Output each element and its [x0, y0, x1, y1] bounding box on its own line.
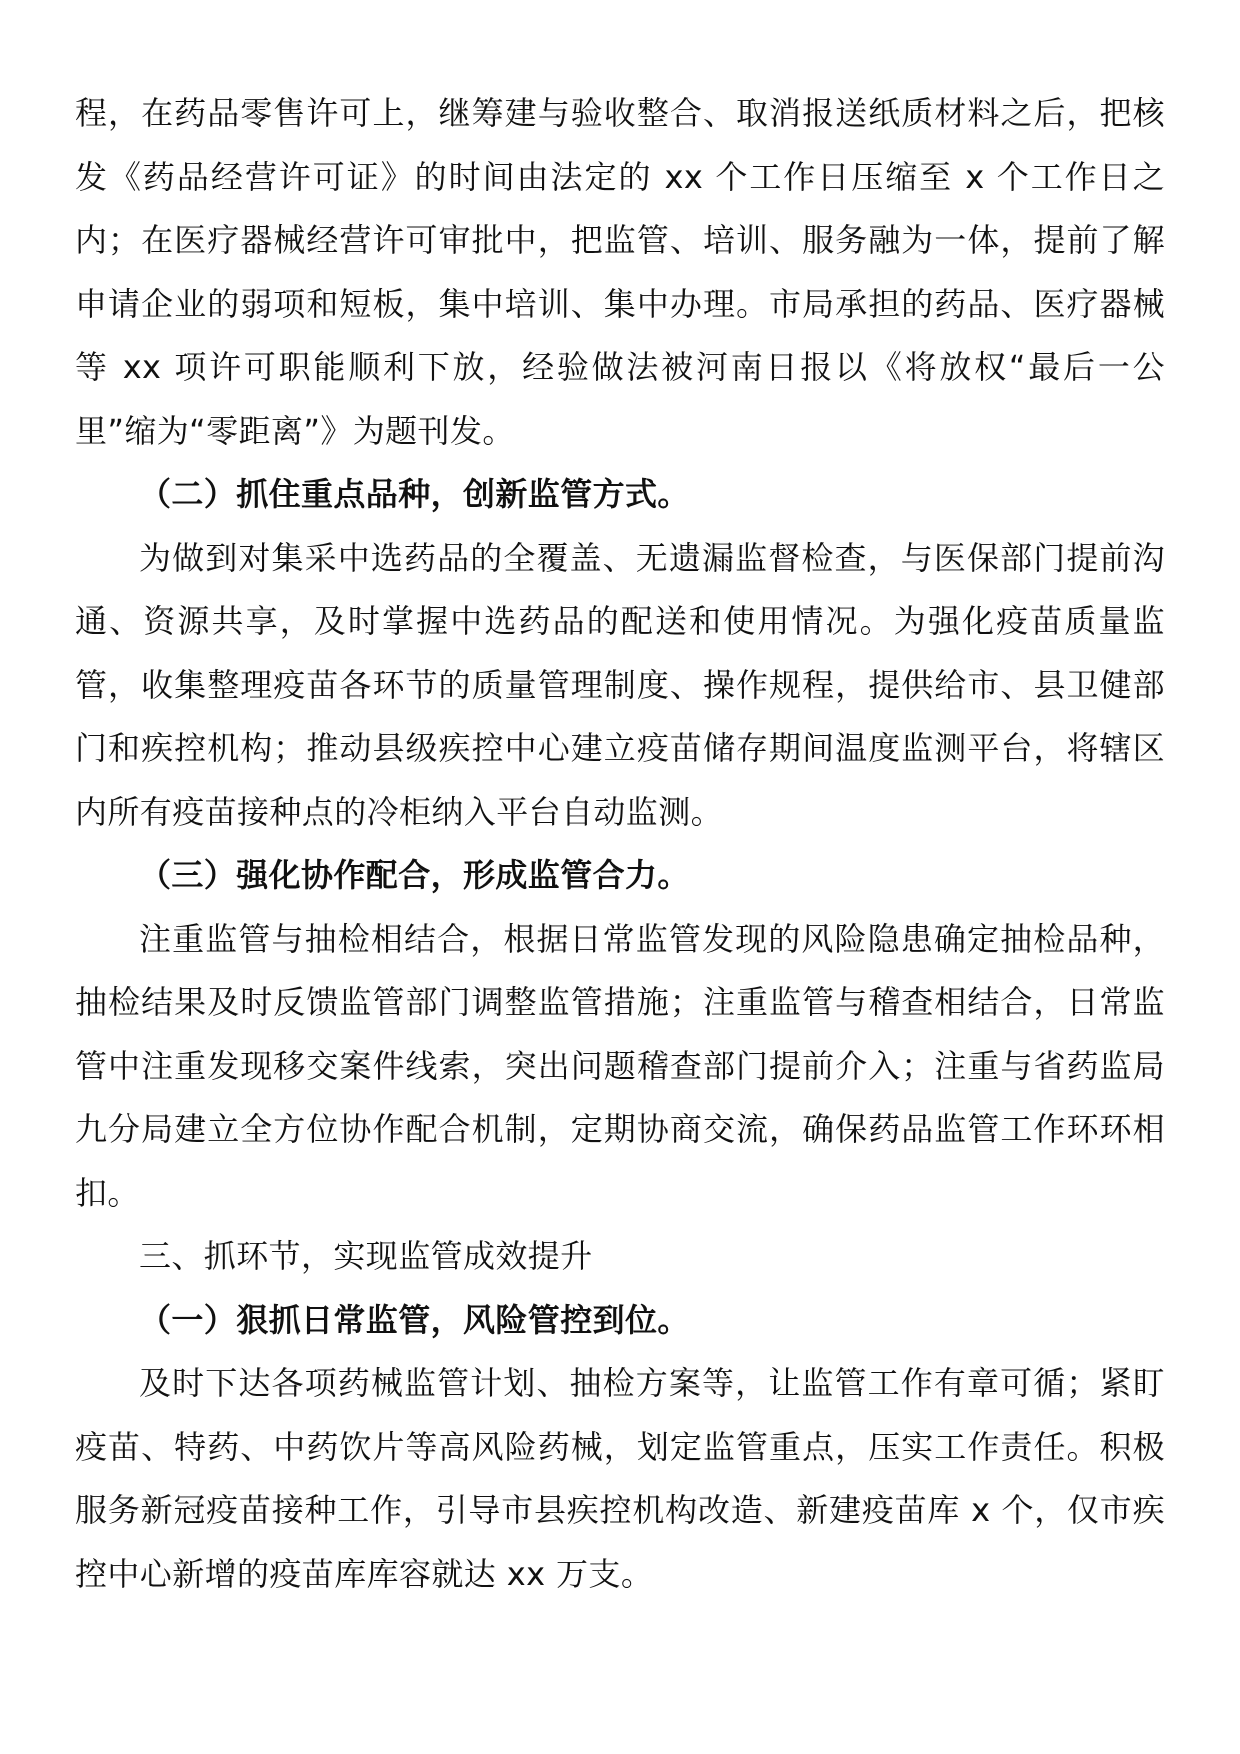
paragraph-vaccine-supervision: 为做到对集采中选药品的全覆盖、无遗漏监督检查，与医保部门提前沟通、资源共享，及时掌握中选药品的配送和使用情况。为强化疫苗质量监管，收集整理疫苗各环节的质量管理制度、操作规程，提供给市、县卫健部门和疾控机构；推动县级疾控中心建立疫苗储存期间温度监测平台，将辖区内所有疫苗接种点的冷柜纳入平台自动监测。 [75, 538, 1165, 831]
subheading-cooperation: （三）强化协作配合，形成监管合力。 [139, 856, 690, 894]
section-heading-three: 三、抓环节，实现监管成效提升 [139, 1237, 593, 1275]
subheading-daily-supervision: （一）狠抓日常监管，风险管控到位。 [139, 1300, 690, 1339]
paragraph-permits-continued: 程，在药品零售许可上，继筹建与验收整合、取消报送纸质材料之后，把核发《药品经营许可证》的时间由法定的 xx 个工作日压缩至 x 个工作日之内；在医疗器械经营许可审批中，把监管、培训、服务融为一体，提前了解申请企业的弱项和短板，集中培训、集中办理。市局承担的药品、医疗器械等 xx 项许可职能顺利下放，经验做法被河南日报以《将放权“最后一公里”缩为“零距离”》为题刊发。 [75, 94, 1165, 450]
paragraph-inspection-cooperation: 注重监管与抽检相结合，根据日常监管发现的风险隐患确定抽检品种，抽检结果及时反馈监管部门调整监管措施；注重监管与稽查相结合，日常监管中注重发现移交案件线索，突出问题稽查部门提前介入；注重与省药监局九分局建立全方位协作配合机制，定期协商交流，确保药品监管工作环环相扣。 [75, 919, 1165, 1212]
document-body [75, 82, 1165, 1606]
paragraph-daily-supervision: 及时下达各项药械监管计划、抽检方案等，让监管工作有章可循；紧盯疫苗、特药、中药饮片等高风险药械，划定监管重点，压实工作责任。积极服务新冠疫苗接种工作，引导市县疾控机构改造、新建疫苗库 x 个，仅市疾控中心新增的疫苗库库容就达 xx 万支。 [75, 1364, 1165, 1593]
subheading-key-varieties: （二）抓住重点品种，创新监管方式。 [139, 475, 690, 513]
